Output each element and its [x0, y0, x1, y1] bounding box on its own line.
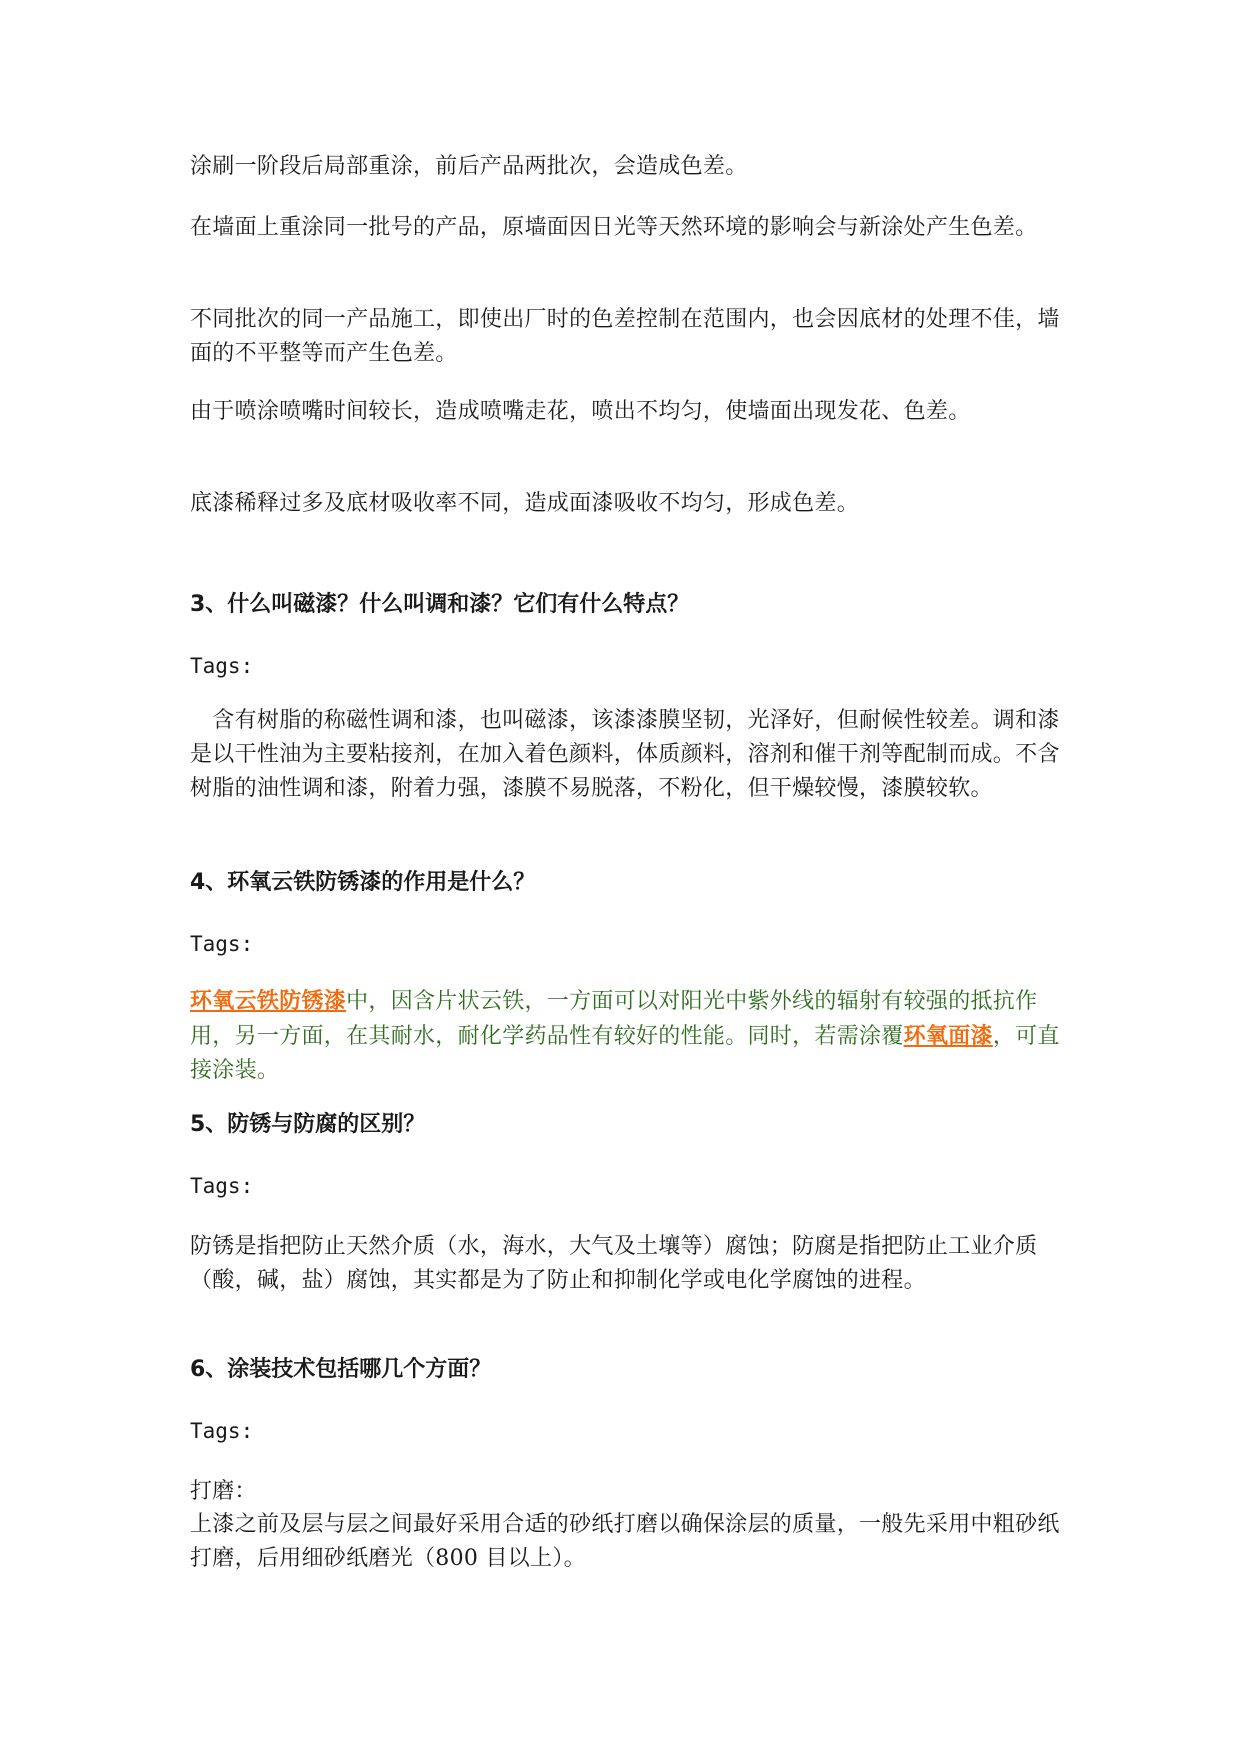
section-subheading-6: 打磨： [190, 1479, 257, 1504]
section-heading-3: 3、什么叫磁漆？什么叫调和漆？它们有什么特点？ [190, 592, 690, 617]
section-tags-4: Tags: [190, 932, 254, 956]
intro-paragraph-4: 由于喷涂喷嘴时间较长，造成喷嘴走花，喷出不均匀，使墙面出现发花、色差。 [190, 399, 971, 424]
intro-paragraph-2: 在墙面上重涂同一批号的产品，原墙面因日光等天然环境的影响会与新涂处产生色差。 [190, 215, 1038, 240]
section-heading-5: 5、防锈与防腐的区别？ [190, 1112, 426, 1137]
intro-paragraph-3: 不同批次的同一产品施工，即使出厂时的色差控制在范围内，也会因底材的处理不佳，墙面的不平整等而产生色差。 [190, 307, 1060, 366]
epoxy-topcoat-link[interactable]: 环氧面漆 [903, 1023, 993, 1049]
section-heading-4: 4、环氧云铁防锈漆的作用是什么？ [190, 870, 536, 895]
section-tags-3: Tags: [190, 654, 254, 678]
intro-paragraph-1: 涂刷一阶段后局部重涂，前后产品两批次，会造成色差。 [190, 154, 748, 179]
section-body-3: 含有树脂的称磁性调和漆，也叫磁漆，该漆漆膜坚韧，光泽好，但耐候性较差。调和漆是以干性油为主要粘接剂，在加入着色颜料，体质颜料，溶剂和催干剂等配制而成。不含树脂的油性调和漆，附着力强，漆膜不易脱落，不粉化，但干燥较慢，漆膜较软。 [190, 708, 1060, 801]
section-body-4-part1: 中，因含片状云铁，一方面可以对阳光中紫外线的辐射有较强的抵抗作用，另一方面，在其耐水，耐化学药品性有较好的性能。同时，若需涂覆 [190, 989, 1038, 1049]
section-body-6: 上漆之前及层与层之间最好采用合适的砂纸打磨以确保涂层的质量，一般先采用中粗砂纸打磨，后用细砂纸磨光（800 目以上）。 [190, 1512, 1060, 1571]
epoxy-micaceous-iron-primer-link[interactable]: 环氧云铁防锈漆 [190, 988, 347, 1014]
section-heading-6: 6、涂装技术包括哪几个方面？ [190, 1357, 492, 1382]
section-body-4-part2: ，可直接涂装。 [190, 1024, 1060, 1083]
section-body-5: 防锈是指把防止天然介质（水，海水，大气及土壤等）腐蚀；防腐是指把防止工业介质（酸，碱，盐）腐蚀，其实都是为了防止和抑制化学或电化学腐蚀的进程。 [190, 1234, 1038, 1293]
intro-paragraph-5: 底漆稀释过多及底材吸收率不同，造成面漆吸收不均匀，形成色差。 [190, 491, 860, 516]
section-tags-5: Tags: [190, 1174, 254, 1198]
section-tags-6: Tags: [190, 1419, 254, 1443]
section-body-4 [190, 984, 1060, 1088]
